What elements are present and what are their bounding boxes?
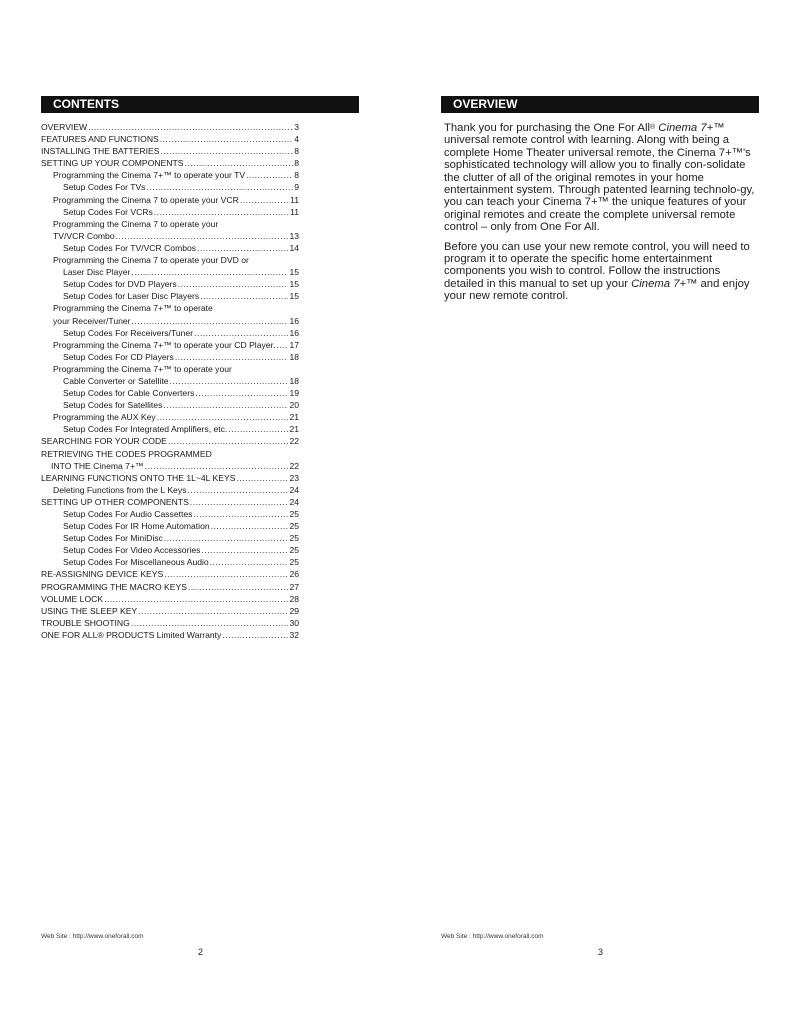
toc-entry-page: 25 bbox=[289, 533, 299, 544]
dot-leader bbox=[175, 351, 289, 363]
toc-entry bbox=[41, 145, 299, 157]
p1-text-b: universal remote control with learning. Along with being a complete Home Theater universal remote, the Cinema 7+™'s sophisticated technology will allow you to finally con-solidate the clutter of all of the original remotes in your home entertainment system. Through patented learning technolo-gy, you can teach your Cinema 7+™ the unique features of your original remotes and create the complete universal remote control – only from One For All. bbox=[444, 134, 755, 234]
toc-entry bbox=[41, 399, 299, 411]
toc-entry-page: 14 bbox=[289, 242, 299, 253]
dot-leader bbox=[178, 278, 289, 290]
toc-entry-page: 23 bbox=[289, 472, 299, 483]
toc-entry-title: Programming the Cinema 7+™ to operate your CD Player. bbox=[53, 339, 276, 350]
toc-entry bbox=[41, 544, 299, 556]
page-number: 2 bbox=[198, 947, 204, 957]
toc-entry bbox=[41, 351, 299, 363]
toc-entry-title: Setup Codes For Receivers/Tuner bbox=[63, 327, 194, 338]
dot-leader bbox=[195, 387, 288, 399]
toc-entry-title: INSTALLING THE BATTERIES bbox=[41, 146, 160, 157]
toc-entry-title: PROGRAMMING THE MACRO KEYS bbox=[41, 581, 187, 592]
toc-entry-title: USING THE SLEEP KEY bbox=[41, 605, 138, 616]
toc-entry-title: INTO THE Cinema 7+™ bbox=[51, 460, 144, 471]
dot-leader bbox=[228, 423, 288, 435]
dot-leader bbox=[154, 206, 289, 218]
toc-entry-page: 15 bbox=[289, 279, 299, 290]
toc-entry-title: RE-ASSIGNING DEVICE KEYS bbox=[41, 569, 164, 580]
toc-entry-title: Setup Codes for Cable Converters bbox=[63, 388, 195, 399]
toc-entry bbox=[41, 411, 299, 423]
overview-paragraph-1 bbox=[444, 122, 760, 234]
dot-leader bbox=[222, 629, 288, 641]
toc-entry bbox=[41, 339, 299, 351]
toc-entry-page: 16 bbox=[289, 327, 299, 338]
dot-leader bbox=[168, 435, 289, 447]
toc-entry bbox=[41, 327, 299, 339]
dot-leader bbox=[131, 266, 288, 278]
toc-entry-page: 28 bbox=[289, 593, 299, 604]
dot-leader bbox=[164, 568, 288, 580]
toc-entry-page: 8 bbox=[294, 170, 299, 181]
toc-entry bbox=[41, 532, 299, 544]
dot-leader bbox=[194, 327, 288, 339]
toc-entry bbox=[41, 448, 299, 472]
right-page bbox=[400, 0, 800, 1036]
dot-leader bbox=[170, 375, 289, 387]
dot-leader bbox=[116, 230, 289, 242]
toc-entry-page: 24 bbox=[289, 496, 299, 507]
toc-entry bbox=[41, 218, 299, 242]
toc-entry bbox=[41, 206, 299, 218]
toc-entry-title: Programming the Cinema 7 to operate your DVD or bbox=[53, 255, 249, 266]
toc-entry-page: 4 bbox=[294, 134, 299, 145]
toc-entry-page: 22 bbox=[289, 460, 299, 471]
toc-entry-title: SETTING UP OTHER COMPONENTS bbox=[41, 496, 189, 507]
registered-mark: ® bbox=[649, 124, 656, 131]
dot-leader bbox=[160, 133, 293, 145]
toc-entry-title: Setup Codes For IR Home Automation bbox=[63, 521, 210, 532]
toc-entry-title: Programming the Cinema 7+™ to operate your TV bbox=[53, 170, 246, 181]
toc-entry-title: Setup Codes for Satellites bbox=[63, 400, 163, 411]
toc-entry bbox=[41, 629, 299, 641]
dot-leader bbox=[188, 581, 288, 593]
toc-entry-title: Programming the Cinema 7+™ to operate bbox=[53, 303, 213, 314]
toc-entry-title: LEARNING FUNCTIONS ONTO THE 1L~4L KEYS bbox=[41, 472, 236, 483]
dot-leader bbox=[187, 484, 288, 496]
toc-entry-page: 18 bbox=[289, 351, 299, 362]
toc-entry bbox=[41, 484, 299, 496]
page-number: 3 bbox=[598, 947, 604, 957]
dot-leader bbox=[157, 411, 289, 423]
toc-entry-page: 30 bbox=[289, 617, 299, 628]
product-name: Cinema 7+™ bbox=[631, 277, 698, 290]
toc-entry-title: Setup Codes For Video Accessories bbox=[63, 545, 201, 556]
contents-header: CONTENTS bbox=[41, 96, 359, 113]
toc-entry-title: Setup Codes For Audio Cassettes bbox=[63, 509, 193, 519]
dot-leader bbox=[276, 339, 288, 351]
toc-entry-title: RETRIEVING THE CODES PROGRAMMED bbox=[41, 448, 212, 459]
toc-entry-page: 25 bbox=[289, 521, 299, 532]
toc-entry-title: VOLUME LOCK bbox=[41, 593, 104, 604]
toc-entry bbox=[41, 194, 299, 206]
toc-entry bbox=[41, 423, 299, 435]
toc-entry bbox=[41, 290, 299, 302]
toc-entry-title: Setup Codes For TV/VCR Combos bbox=[63, 242, 197, 253]
toc-entry-title: TV/VCR Combo bbox=[53, 230, 115, 241]
footer-website: Web Site : http://www.oneforall.com bbox=[441, 933, 544, 940]
toc-entry bbox=[41, 508, 299, 520]
toc-entry-page: 13 bbox=[289, 230, 299, 241]
dot-leader bbox=[132, 315, 289, 327]
toc-entry bbox=[41, 472, 299, 484]
toc-entry bbox=[41, 556, 299, 568]
p2-text-a: Before you can use your new remote control, you will need to program it to operate the specific home entertainment components you wish to control. Follow the instructions detailed in this manual to set up your bbox=[444, 240, 750, 290]
toc-entry-title: Deleting Functions from the L Keys bbox=[53, 484, 187, 495]
toc-entry-title: Setup Codes For CD Players bbox=[63, 351, 174, 362]
toc-entry-page: 25 bbox=[289, 557, 299, 568]
product-name: Cinema 7+™ bbox=[655, 122, 725, 134]
toc-entry-page: 25 bbox=[289, 545, 299, 556]
dot-leader bbox=[160, 145, 293, 157]
dot-leader bbox=[190, 496, 289, 508]
toc-entry-title: Setup Codes For Miscellaneous Audio bbox=[63, 557, 209, 568]
toc-entry bbox=[41, 302, 299, 326]
toc-entry-page: 27 bbox=[289, 581, 299, 592]
toc-entry bbox=[41, 496, 299, 508]
toc-entry-title: ONE FOR ALL® PRODUCTS Limited Warranty bbox=[41, 629, 222, 640]
toc-entry-title: TROUBLE SHOOTING bbox=[41, 617, 130, 628]
toc-entry bbox=[41, 363, 299, 387]
p1-text-a: Thank you for purchasing the One For All bbox=[444, 122, 650, 134]
dot-leader bbox=[197, 242, 288, 254]
toc-entry bbox=[41, 568, 299, 580]
dot-leader bbox=[211, 520, 289, 532]
overview-body bbox=[444, 122, 760, 310]
toc-entry-title: Programming the AUX Key bbox=[53, 412, 156, 423]
toc-entry-title: Setup Codes For VCRs bbox=[63, 206, 153, 217]
toc-entry-title: Programming the Cinema 7 to operate your bbox=[53, 218, 219, 229]
toc-entry bbox=[41, 617, 299, 629]
toc-entry-title: SEARCHING FOR YOUR CODE bbox=[41, 436, 167, 447]
footer-website: Web Site : http://www.oneforall.com bbox=[41, 933, 144, 940]
toc-entry bbox=[41, 133, 299, 145]
toc-entry-page: 21 bbox=[289, 424, 299, 435]
dot-leader bbox=[131, 617, 289, 629]
dot-leader bbox=[145, 460, 289, 472]
toc-entry-title: Laser Disc Player bbox=[63, 267, 131, 278]
toc-entry-title: Setup Codes For MiniDisc bbox=[63, 533, 163, 544]
toc-entry-page: 15 bbox=[289, 267, 299, 278]
toc-entry-title: SETTING UP YOUR COMPONENTS bbox=[41, 158, 184, 169]
toc-entry-page: 15 bbox=[289, 291, 299, 302]
dot-leader bbox=[138, 605, 288, 617]
toc-entry-page: 8 bbox=[294, 158, 299, 169]
toc-entry-page: 11 bbox=[290, 194, 299, 205]
toc-entry-title: Programming the Cinema 7+™ to operate your bbox=[53, 363, 232, 374]
toc-entry-title: Programming the Cinema 7 to operate your VCR bbox=[53, 194, 239, 205]
toc-entry-title: Setup Codes For TVs bbox=[63, 182, 146, 193]
dot-leader bbox=[246, 169, 293, 181]
toc-entry-title: FEATURES AND FUNCTIONS bbox=[41, 134, 159, 145]
toc-entry-page: 18 bbox=[289, 375, 299, 386]
dot-leader bbox=[200, 290, 288, 302]
toc-entry-page: 21 bbox=[289, 412, 299, 423]
toc-entry-title: Setup Codes For Integrated Amplifiers, etc. bbox=[63, 424, 228, 435]
toc-entry bbox=[41, 278, 299, 290]
overview-header: OVERVIEW bbox=[441, 96, 759, 113]
toc-entry-page: 9 bbox=[294, 182, 299, 193]
dot-leader bbox=[146, 181, 293, 193]
toc-entry-page: 29 bbox=[289, 605, 299, 616]
dot-leader bbox=[104, 593, 288, 605]
dot-leader bbox=[184, 157, 293, 169]
toc-entry-title: OVERVIEW bbox=[41, 122, 88, 132]
toc-entry-page: 8 bbox=[294, 146, 299, 157]
toc-entry-page: 24 bbox=[289, 484, 299, 495]
toc-entry-title: Setup Codes for Laser Disc Players bbox=[63, 291, 200, 302]
toc-entry-page: 26 bbox=[289, 569, 299, 580]
dot-leader bbox=[210, 556, 289, 568]
toc-entry-page: 16 bbox=[289, 315, 299, 326]
dot-leader bbox=[201, 544, 288, 556]
toc-entry bbox=[41, 181, 299, 193]
toc-entry bbox=[41, 435, 299, 447]
dot-leader bbox=[164, 532, 289, 544]
dot-leader bbox=[163, 399, 288, 411]
dot-leader bbox=[240, 194, 289, 206]
overview-paragraph-2 bbox=[444, 241, 760, 303]
toc-entry bbox=[41, 520, 299, 532]
toc-entry-page: 25 bbox=[289, 509, 299, 519]
table-of-contents bbox=[41, 121, 299, 641]
dot-leader bbox=[88, 121, 293, 133]
toc-entry bbox=[41, 387, 299, 399]
toc-entry bbox=[41, 605, 299, 617]
toc-entry-title: Cable Converter or Satellite bbox=[63, 375, 169, 386]
toc-entry bbox=[41, 157, 299, 169]
toc-entry-title: Setup Codes for DVD Players bbox=[63, 279, 177, 290]
toc-entry-title: your Receiver/Tuner bbox=[53, 315, 131, 326]
toc-entry-page: 22 bbox=[289, 436, 299, 447]
toc-entry bbox=[41, 242, 299, 254]
toc-entry-page: 17 bbox=[289, 339, 299, 350]
toc-entry-page: 32 bbox=[289, 629, 299, 640]
toc-entry bbox=[41, 121, 299, 133]
dot-leader bbox=[193, 508, 288, 520]
toc-entry bbox=[41, 169, 299, 181]
toc-entry-page: 3 bbox=[294, 122, 299, 132]
p2-text-b: and enjoy your new remote control. bbox=[444, 277, 750, 303]
toc-entry-page: 20 bbox=[289, 400, 299, 411]
dot-leader bbox=[236, 472, 288, 484]
toc-entry bbox=[41, 593, 299, 605]
toc-entry bbox=[41, 581, 299, 593]
toc-entry-page: 11 bbox=[290, 206, 299, 217]
toc-entry bbox=[41, 254, 299, 278]
toc-entry-page: 19 bbox=[289, 388, 299, 399]
